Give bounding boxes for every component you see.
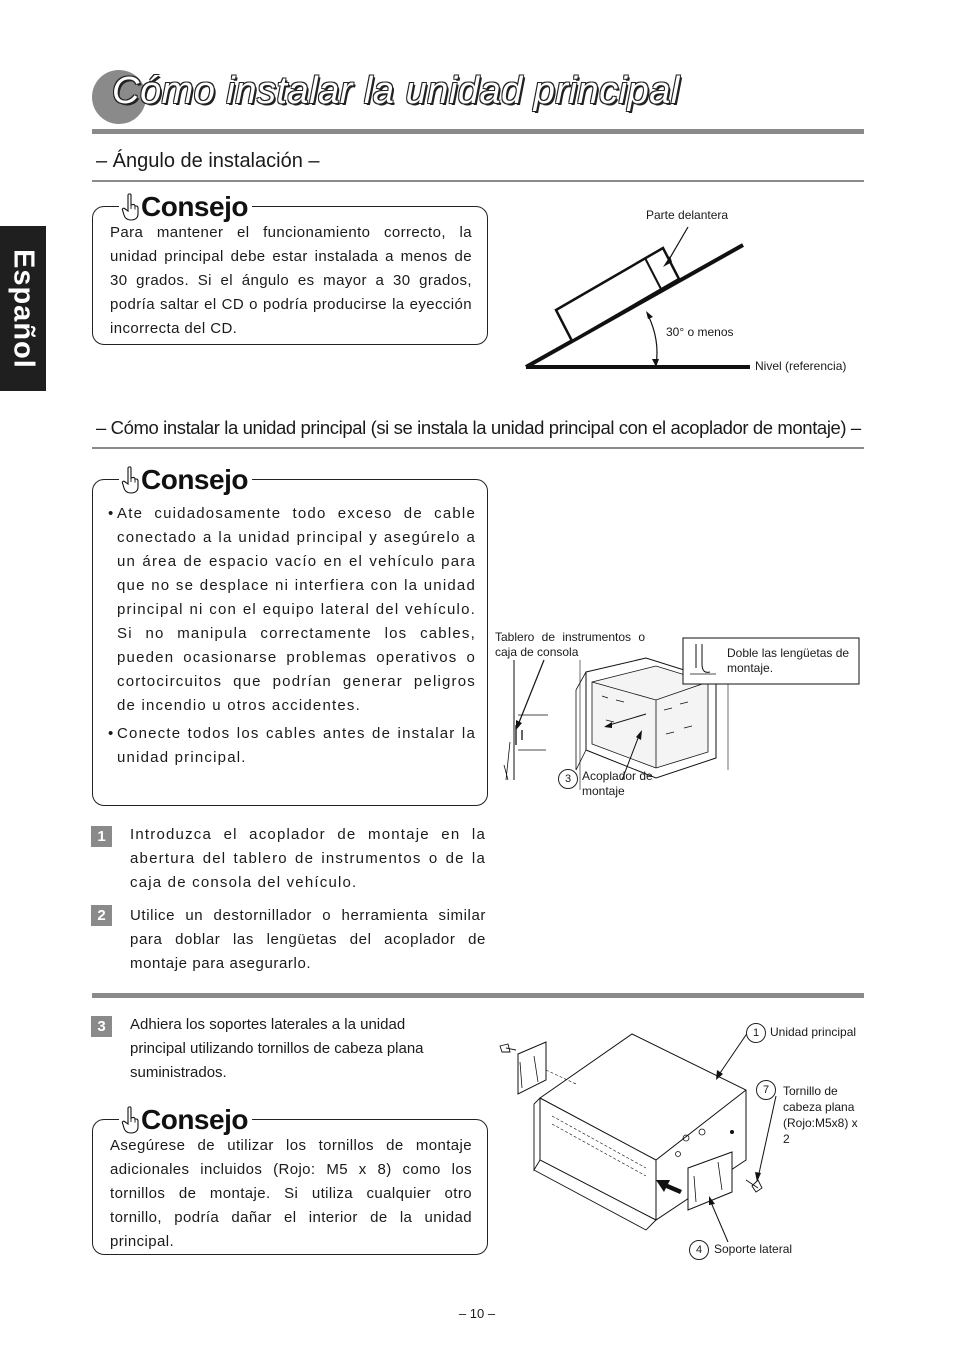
tip-header <box>119 464 252 496</box>
part-number-badge: 3 <box>558 769 578 789</box>
tip-bullet-item <box>108 502 476 718</box>
section-rule <box>92 180 864 182</box>
page-title: Cómo instalar la unidad principal <box>112 70 680 112</box>
bullet-dot: • <box>108 725 114 742</box>
screw-label: Tornillo de cabeza plana (Rojo:M5x8) x 2 <box>783 1084 858 1146</box>
bracket-label: Soporte lateral <box>714 1242 793 1256</box>
sleeve-label: Acoplador de montaje <box>582 769 653 798</box>
section-heading-sleeve: – Cómo instalar la unidad principal (si se instala la unidad principal con el acoplador de montaje) – <box>96 417 861 438</box>
section-heading-angle: – Ángulo de instalación – <box>96 150 320 172</box>
page-number: – 10 – <box>458 1306 496 1321</box>
tip-bullet-list <box>108 502 476 770</box>
side-bracket-diagram <box>496 1020 786 1250</box>
part-number-badge: 7 <box>756 1080 776 1100</box>
tip-bullet-text: Conecte todos los cables antes de instalar la unidad principal. <box>117 725 476 766</box>
tip-bullet-item <box>108 722 476 770</box>
pointing-hand-icon <box>121 466 139 494</box>
tip-box-cables <box>92 464 488 806</box>
level-label: Nivel (referencia) <box>755 359 847 373</box>
section-rule <box>92 447 864 449</box>
tip-box-angle <box>92 191 488 345</box>
tip-text-screws: Asegúrese de utilizar los tornillos de montaje adicionales incluidos (Rojo: M5 x 8) como los tornillos de montaje. Si utiliza cualquier otro tornillo, podría dañar el interior de la unidad principal. <box>110 1137 472 1250</box>
unit-label: Unidad principal <box>770 1025 857 1039</box>
bullet-dot: • <box>108 505 114 522</box>
tip-box-screws <box>92 1104 488 1255</box>
dashboard-label: Tablero de instrumentos o caja de consola <box>495 630 645 659</box>
tip-title: Consejo <box>141 464 248 495</box>
pointing-hand-icon <box>121 193 139 221</box>
step-badge: 3 <box>91 1016 112 1037</box>
part-number-badge: 1 <box>746 1023 766 1043</box>
front-label: Parte delantera <box>646 208 729 222</box>
tip-header <box>119 191 252 223</box>
tip-title: Consejo <box>141 1104 248 1135</box>
language-side-tab <box>0 226 46 391</box>
tip-text-angle: Para mantener el funcionamiento correcto, la unidad principal debe estar instalada a menos de 30 grados. Si el ángulo es mayor a 30 grados, podría saltar el CD o podría producirse la eyección incorrecta del CD. <box>110 224 472 337</box>
language-label: Español <box>7 248 40 369</box>
tip-bullet-text: Ate cuidadosamente todo exceso de cable conectado a la unidad principal y asegúrelo a un área de espacio vacío en el vehículo para que no se desplace ni interfiera con la unidad principal ni con el equipo lateral del vehículo. Si no manipula correctamente los cables, pueden ocasionarse problemas operativos o cortocircuitos que podrían generar peligros de incendio u otros accidentes. <box>117 505 476 714</box>
step-text: Utilice un destornillador o herramienta similar para doblar las lengüetas del acoplador de montaje para asegurarlo. <box>130 907 486 972</box>
title-rule <box>92 129 864 134</box>
part-number-badge: 4 <box>689 1240 709 1260</box>
step-text: Introduzca el acoplador de montaje en la abertura del tablero de instrumentos o de la caja de consola del vehículo. <box>130 826 486 891</box>
step-text: Adhiera los soportes laterales a la unidad principal utilizando tornillos de cabeza plana suministrados. <box>130 1016 424 1081</box>
step-badge: 1 <box>91 826 112 847</box>
installation-angle-diagram <box>520 205 865 380</box>
tip-header <box>119 1104 252 1136</box>
angle-label: 30° o menos <box>666 325 734 339</box>
step-badge: 2 <box>91 905 112 926</box>
section-rule <box>92 993 864 998</box>
pointing-hand-icon <box>121 1106 139 1134</box>
bend-tabs-label: Doble las lengüetas de montaje. <box>727 646 850 675</box>
tip-title: Consejo <box>141 191 248 222</box>
